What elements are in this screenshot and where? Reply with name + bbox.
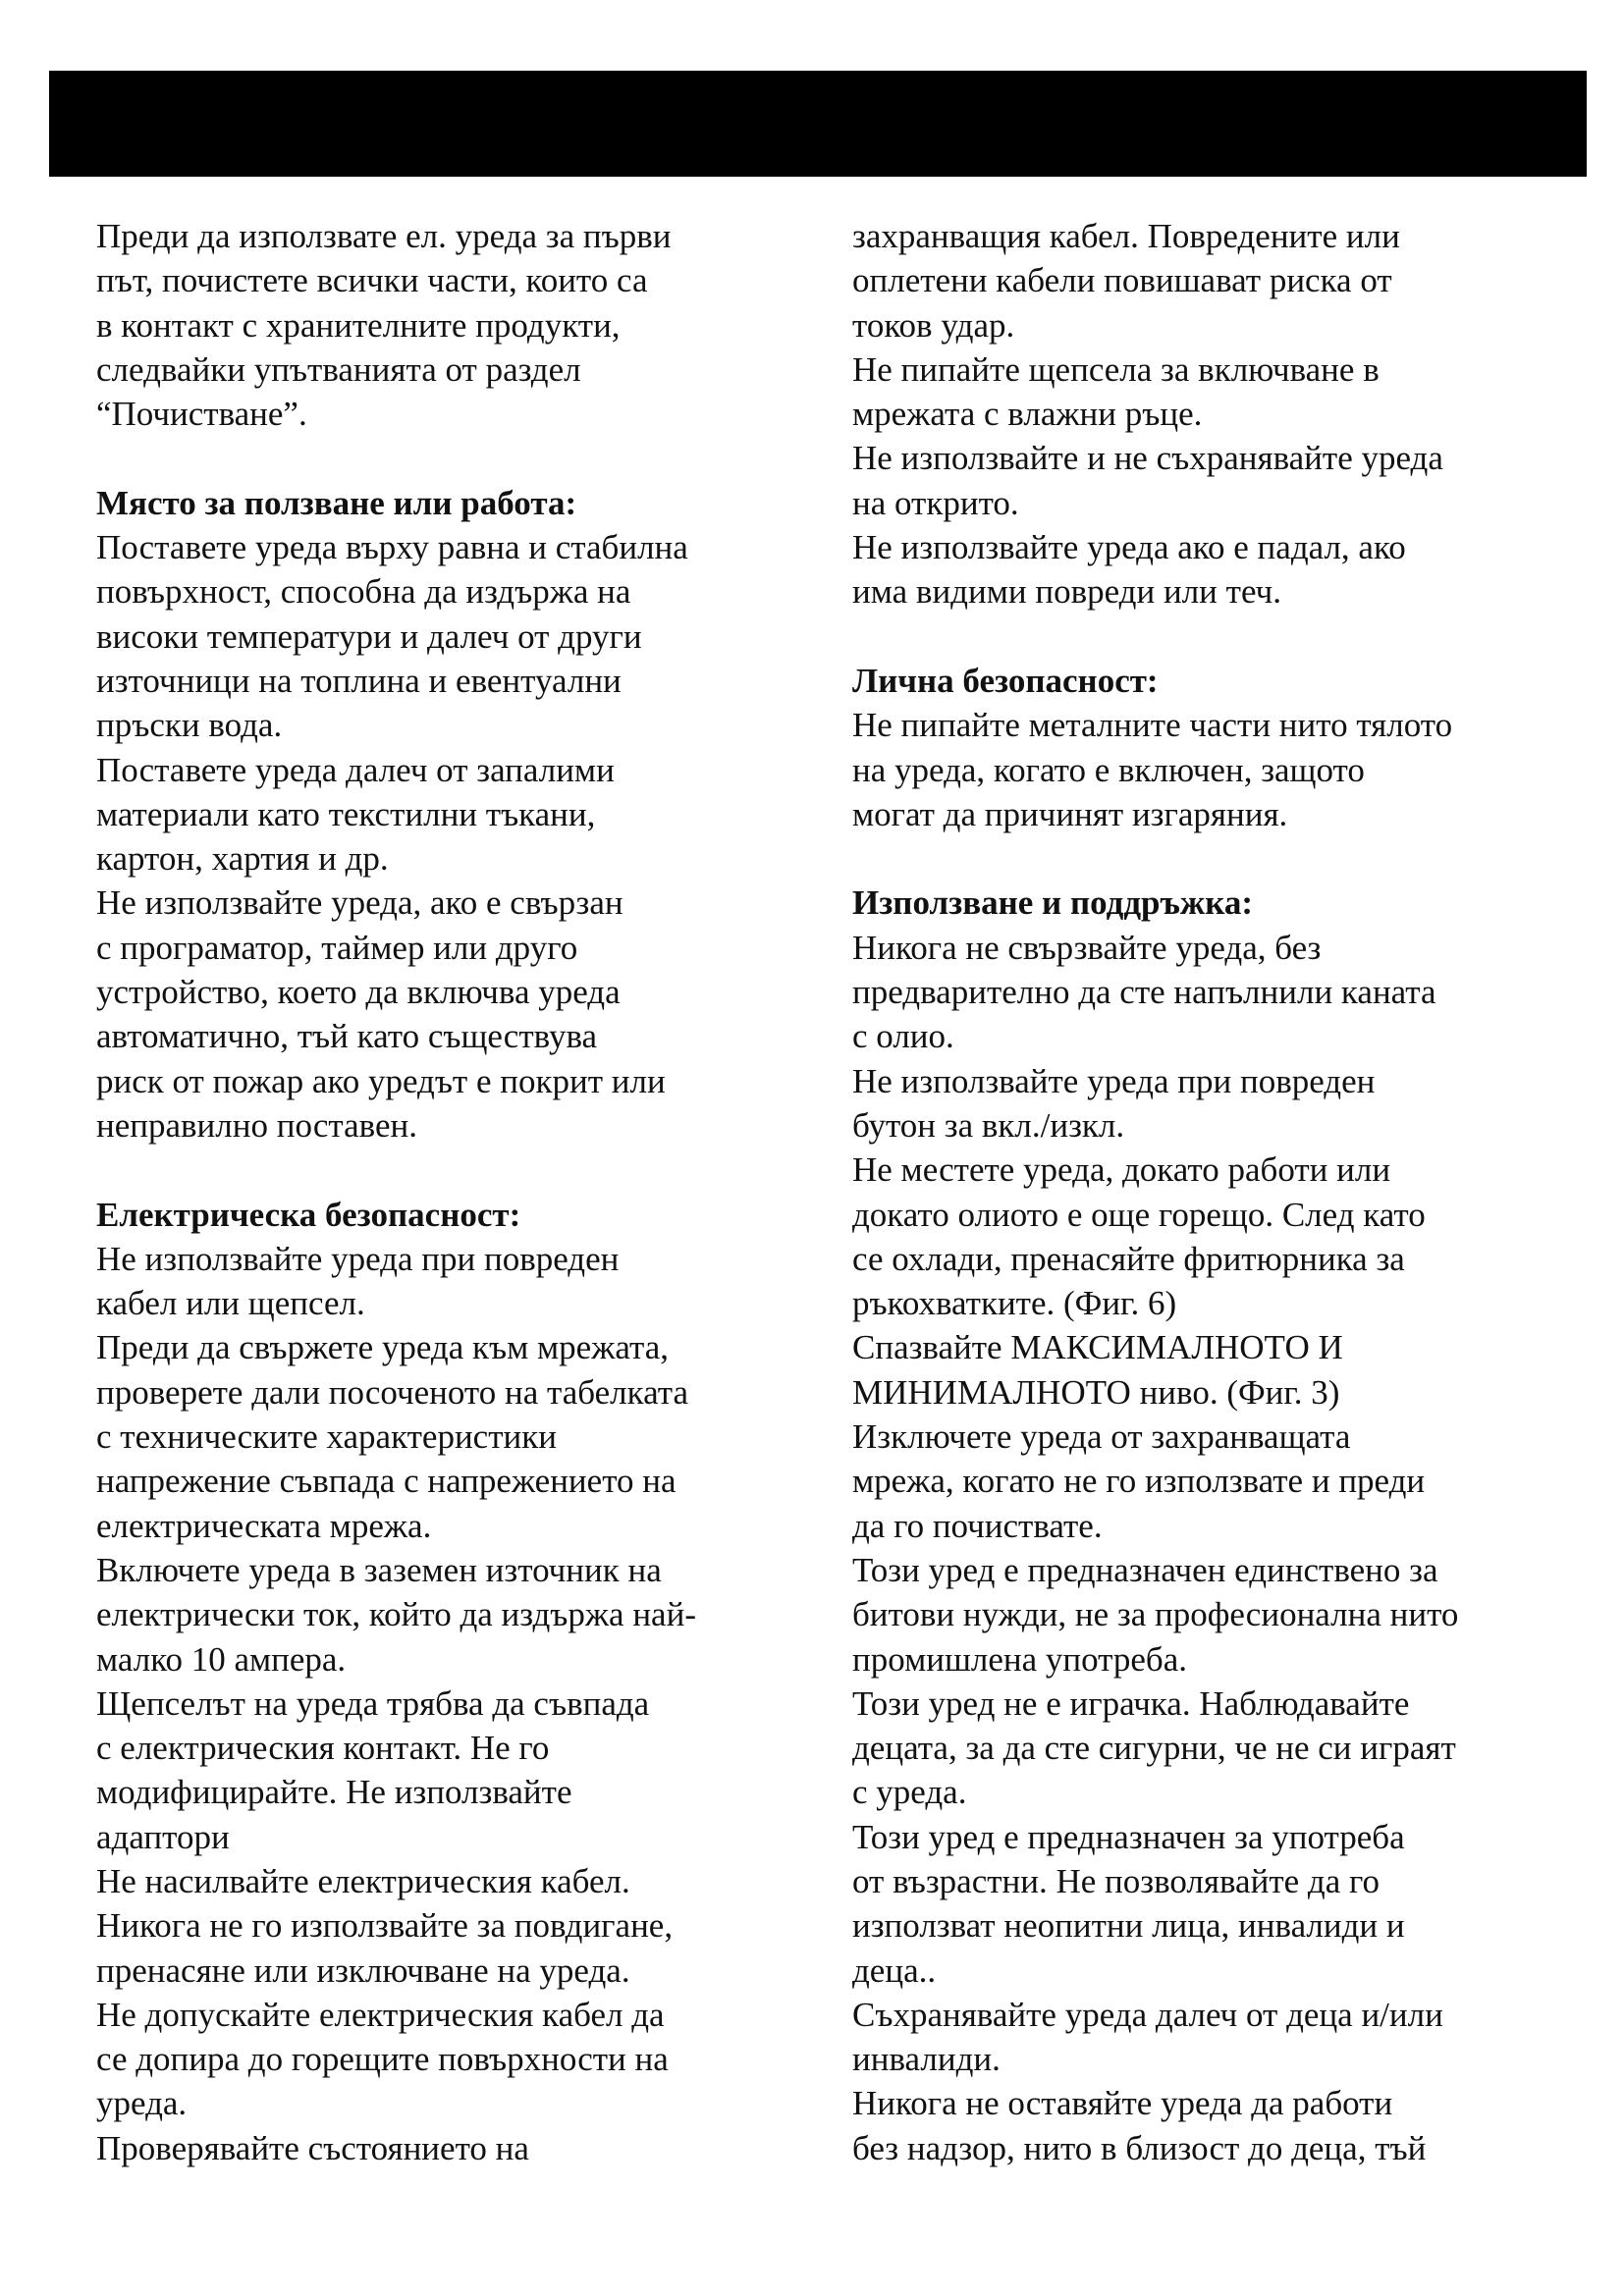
paragraph: Щепселът на уреда трябва да съвпада с електрическия контакт. Не го модифицирайте. Не използвайте адаптори	[96, 1683, 650, 1856]
paragraph: Не насилвайте електрическия кабел. Никога не го използвайте за повдигане, пренасяне или изключване на уреда.	[96, 1861, 674, 1990]
paragraph: Не използвайте и не съхранявайте уреда на открито.	[852, 439, 1443, 522]
paragraph: Съхранявайте уреда далеч от деца и/или инвалиди.	[852, 1995, 1443, 2079]
paragraph: Не използвайте уреда при повреден бутон за вкл./изкл.	[852, 1061, 1376, 1145]
paragraph: Никога не оставяйте уреда да работи без надзор, нито в близост до деца, тъй	[852, 2084, 1427, 2167]
paragraph: Поставете уреда далеч от запалими материали като текстилни тъкани, картон, хартия и др.	[96, 750, 615, 879]
paragraph: Този уред е предназначен единствено за битови нужди, не за професионална нито промишлена употреба.	[852, 1550, 1459, 1679]
section-heading: Място за ползване или работа:	[96, 483, 577, 522]
paragraph: Не използвайте уреда при повреден кабел или щепсел.	[96, 1239, 620, 1323]
paragraph: Включете уреда в заземен източник на електрически ток, който да издържа най- малко 10 ампера.	[96, 1550, 696, 1679]
paragraph: Не използвайте уреда, ако е свързан с програматор, таймер или друго устройство, което да включва уреда автоматично, тъй като съществува риск от пожар ако уредът е покрит или неправилно поставен.	[96, 883, 666, 1145]
paragraph: Не пипайте металните части нито тялото на уреда, когато е включен, защото могат да причинят изгаряния.	[852, 706, 1453, 833]
paragraph-spacer	[96, 436, 784, 480]
paragraph: Този уред е предназначен за употреба от възрастни. Не позволявайте да го използват неопитни лица, инвалиди и деца..	[852, 1817, 1405, 1990]
paragraph: Не допускайте електрическия кабел да се допира до горещите повърхности на уреда.	[96, 1995, 669, 2123]
paragraph: Не местете уреда, докато работи или докато олиото е още горещо. След като се охлади, пренасяйте фритюрника за ръкохватките. (Фиг. 6)	[852, 1150, 1426, 1323]
section-heading: Електрическа безопасност:	[96, 1195, 521, 1234]
paragraph-spacer	[852, 614, 1540, 659]
paragraph: Проверявайте състоянието на	[96, 2128, 529, 2167]
left-column	[96, 214, 784, 2170]
paragraph-spacer	[96, 1148, 784, 1192]
paragraph: Спазвайте МАКСИМАЛНОТО И МИНИМАЛНОТО ниво. (Фиг. 3)	[852, 1328, 1343, 1412]
paragraph: Преди да използвате ел. уреда за първи път, почистете всички части, които са в контакт с хранителните продукти, следвайки упътванията от раздел “Почистване”.	[96, 217, 672, 434]
right-column	[852, 214, 1540, 2170]
paragraph-spacer	[852, 836, 1540, 881]
paragraph: Преди да свържете уреда към мрежата, проверете дали посоченото на табелката с техническите характеристики напрежение съвпада с напрежението на електрическата мрежа.	[96, 1328, 688, 1545]
paragraph: Този уред не е играчка. Наблюдавайте децата, за да сте сигурни, че не си играят с уреда.	[852, 1683, 1456, 1812]
paragraph: Изключете уреда от захранващата мрежа, когато не го използвате и преди да го почиствате.	[852, 1417, 1426, 1545]
paragraph: захранващия кабел. Повредените или оплетени кабели повишават риска от токов удар.	[852, 217, 1400, 345]
section-heading: Лична безопасност:	[852, 661, 1159, 700]
paragraph: Поставете уреда върху равна и стабилна повърхност, способна да издържа на високи температури и далеч от други източници на топлина и евентуални пръски вода.	[96, 528, 688, 745]
paragraph: Никога не свързвайте уреда, без предварително да сте напълнили каната с олио.	[852, 928, 1436, 1056]
header-bar	[49, 71, 1587, 177]
paragraph: Не използвайте уреда ако е падал, ако има видими повреди или теч.	[852, 528, 1406, 612]
paragraph: Не пипайте щепсела за включване в мрежата с влажни ръце.	[852, 349, 1380, 434]
section-heading: Използване и поддръжка:	[852, 883, 1254, 923]
